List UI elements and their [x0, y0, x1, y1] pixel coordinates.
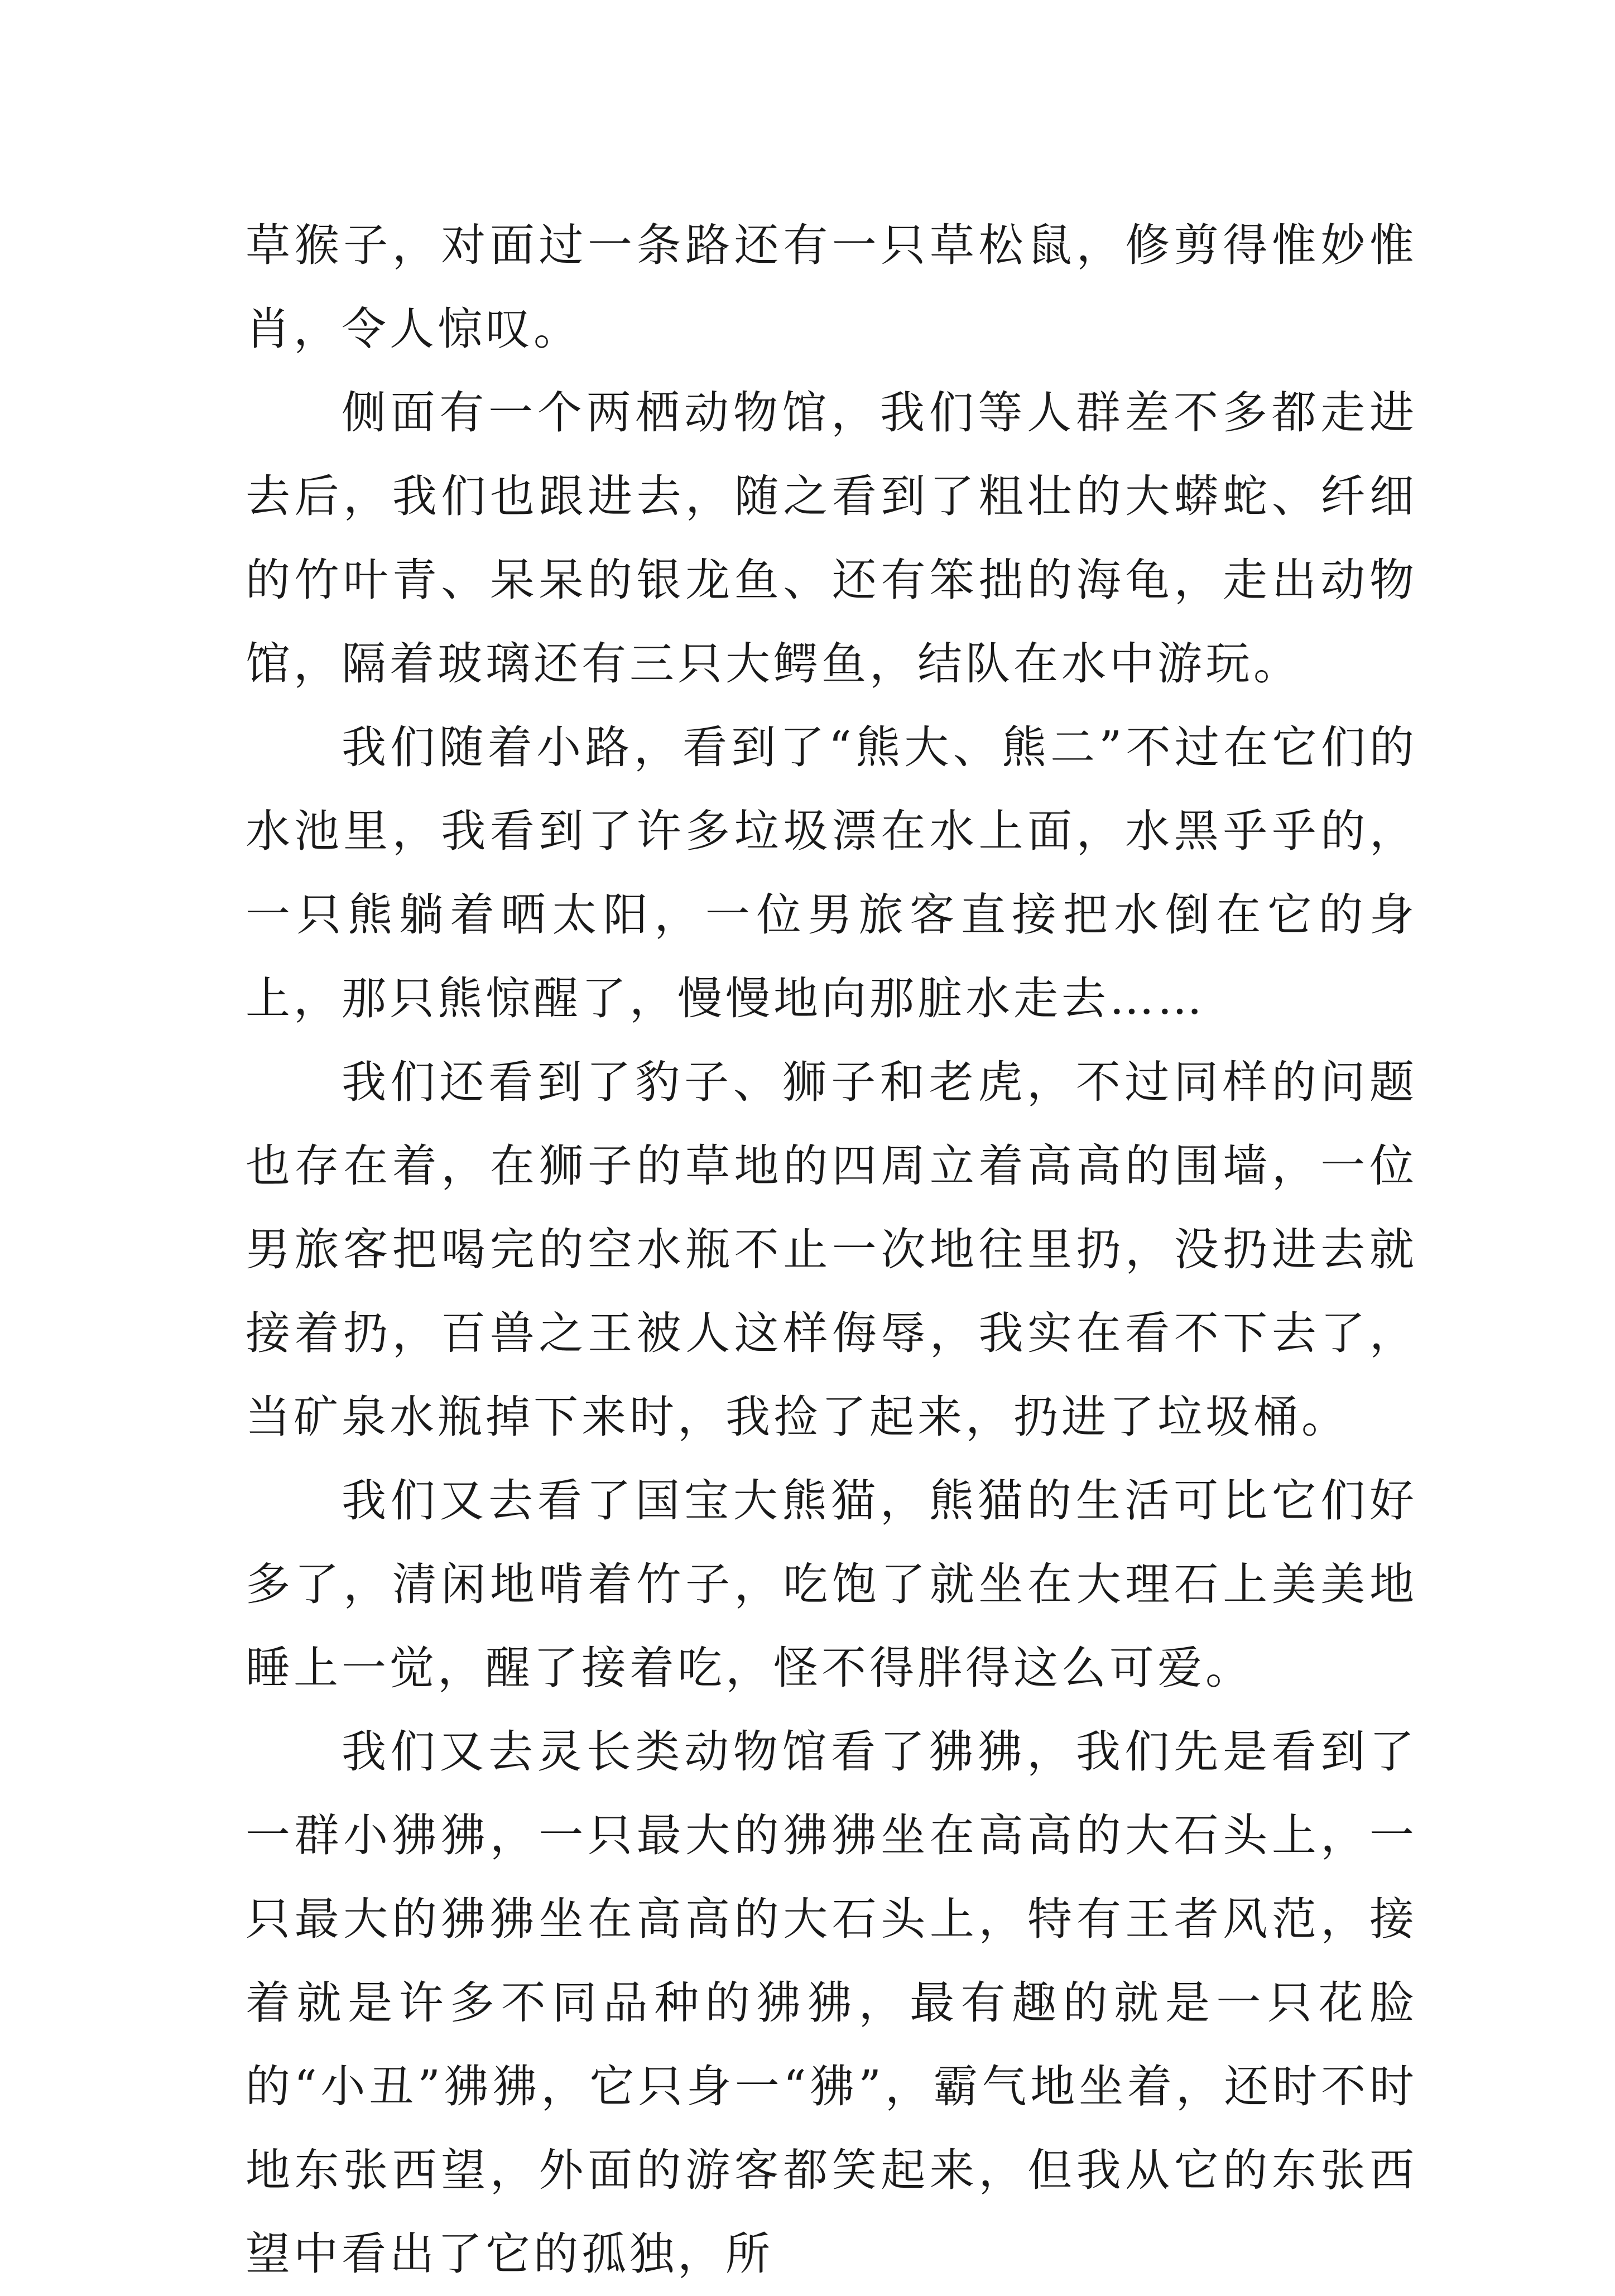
body-text [246, 204, 1417, 2296]
paragraph-2: 侧面有一个两栖动物馆，我们等人群差不多都走进去后，我们也跟进去，随之看到了粗壮的大蟒蛇、纤细的竹叶青、呆呆的银龙鱼、还有笨拙的海龟，走出动物馆，隔着玻璃还有三只大鳄鱼，结队在水中游玩。 [246, 387, 1417, 690]
paragraph-4: 我们还看到了豹子、狮子和老虎，不过同样的问题也存在着，在狮子的草地的四周立着高高的围墙，一位男旅客把喝完的空水瓶不止一次地往里扔，没扔进去就接着扔，百兽之王被人这样侮辱，我实在看不下去了，当矿泉水瓶掉下来时，我捡了起来，扔进了垃圾桶。 [246, 1056, 1417, 1443]
paragraph-6: 我们又去灵长类动物馆看了狒狒，我们先是看到了一群小狒狒，一只最大的狒狒坐在高高的大石头上，一只最大的狒狒坐在高高的大石头上，特有王者风范，接着就是许多不同品种的狒狒，最有趣的就是一只花脸的“小丑”狒狒，它只身一“狒”，霸气地坐着，还时不时地东张西望，外面的游客都笑起来，但我从它的东张西望中看出了它的孤独，所 [246, 1726, 1417, 2280]
paragraph-5: 我们又去看了国宝大熊猫，熊猫的生活可比它们好多了，清闲地啃着竹子，吃饱了就坐在大理石上美美地睡上一觉，醒了接着吃，怪不得胖得这么可爱。 [246, 1475, 1417, 1694]
paragraph-3: 我们随着小路，看到了“熊大、熊二”不过在它们的水池里，我看到了许多垃圾漂在水上面，水黑乎乎的，一只熊躺着晒太阳，一位男旅客直接把水倒在它的身上，那只熊惊醒了，慢慢地向那脏水走去…… [246, 721, 1417, 1024]
paragraph-1: 草猴子，对面过一条路还有一只草松鼠，修剪得惟妙惟肖，令人惊叹。 [246, 219, 1417, 355]
